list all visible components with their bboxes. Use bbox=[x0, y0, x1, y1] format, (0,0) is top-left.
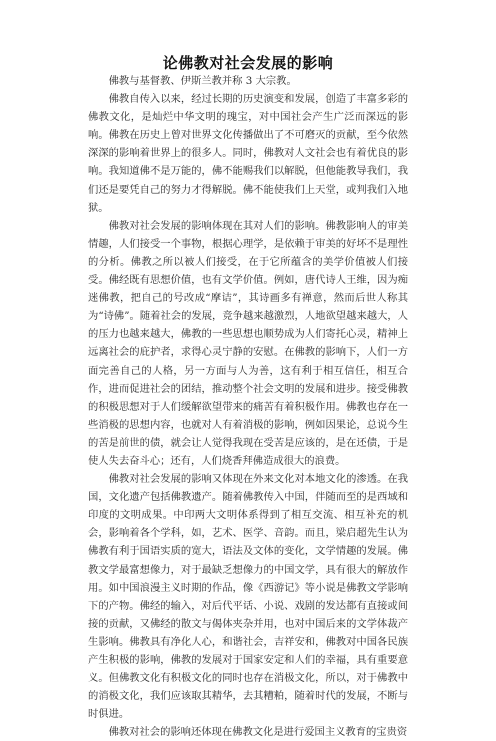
page-title: 论佛教对社会发展的影响 bbox=[162, 54, 334, 72]
paragraph: 佛教对社会发展的影响又体现在外来文化对本地文化的渗透。在我国，文化遗产包括佛教遗产。随着佛教传入中国，伴随而至的是西域和印度的文明成果。中印两大文明体系得到了相互交流、相互补充的机会，影响着各个学科，如，艺术、医学、音韵。而且，梁启超先生认为佛教有利于国语实质的宽大，语法及文体的变化，文学情趣的发展。佛教文学最富想像力，对于最缺乏想像力的中国文学，具有很大的解放作用。如中国浪漫主义时期的作品，像《西游记》等小说是佛教文学影响下的产物。佛经的输入，对后代平话、小说、戏剧的发达都有直接或间接的贡献，又佛经的散文与偈体夹杂并用，也对中国后来的文学体裁产生影响。佛教具有净化人心，和谐社会，吉祥安和，佛教对中国各民族产生积极的影响，佛教的发展对于国家安定和人们的幸福，具有重要意义。但佛教文化有积极文化的同时也存在消极文化，所以，对于佛教中的消极文化，我们应该取其精华，去其糟粕，随着时代的发展，不断与时俱进。 bbox=[88, 473, 408, 721]
paragraph: 佛教对社会的影响还体现在佛教文化是进行爱国主义教育的宝贵资 bbox=[108, 726, 408, 739]
paragraph: 佛教对社会发展的影响体现在其对人们的影响。佛教影响人的审美情趣，人们接受一个事物，根据心理学，是依赖于审美的好坏不是理性的分析。佛教之所以被人们接受，在于它所蕴含的美学价值被人们接受。佛经既有思想价值，也有文学价值。例如，唐代诗人王维，因为痴迷佛教，把自己的号改成“摩诘”，其诗画多有禅意，然而后世人称其为“诗佛”。随着社会的发展，竞争越来越激烈，人地欲望越来越大，人的压力也越来越大，佛教的一些思想也顺势成为人们寄托心灵，精神上远离社会的庇护者，求得心灵宁静的安慰。在佛教的影响下，人们一方面完善自己的人格，另一方面与人为善，这有利于相互信任，相互合作，进而促进社会的团结，推动整个社会文明的发展和进步。接受佛教的积极思想对于人们缓解欲望带来的痛苦有着积极作用。佛教也存在一些消极的思想内容，也就对人有着消极的影响，例如因果论，总说今生的苦是前世的债，就会让人觉得我现在受苦是应该的，是在还债，于是使人失去奋斗心；还有，人们烧香拜佛造成很大的浪费。 bbox=[88, 219, 408, 467]
document-body bbox=[88, 72, 408, 741]
paragraph: 佛教自传入以来，经过长期的历史演变和发展，创造了丰富多彩的佛教文化，是灿烂中华文明的瑰宝，对中国社会产生广泛而深远的影响。佛教在历史上曾对世界文化传播做出了不可磨灭的贡献，至今依然深深的影响着世界上的很多人。同时，佛教对人文社会也有着优良的影响。我知道佛不是万能的，佛不能赐我们以解脱，但他能教导我们，我们还是要凭自己的努力才得解脱。佛不能使我们上天堂，或判我们入地狱。 bbox=[88, 93, 408, 214]
paragraph: 佛教与基督教、伊斯兰教并称 3 大宗教。 bbox=[108, 75, 297, 87]
